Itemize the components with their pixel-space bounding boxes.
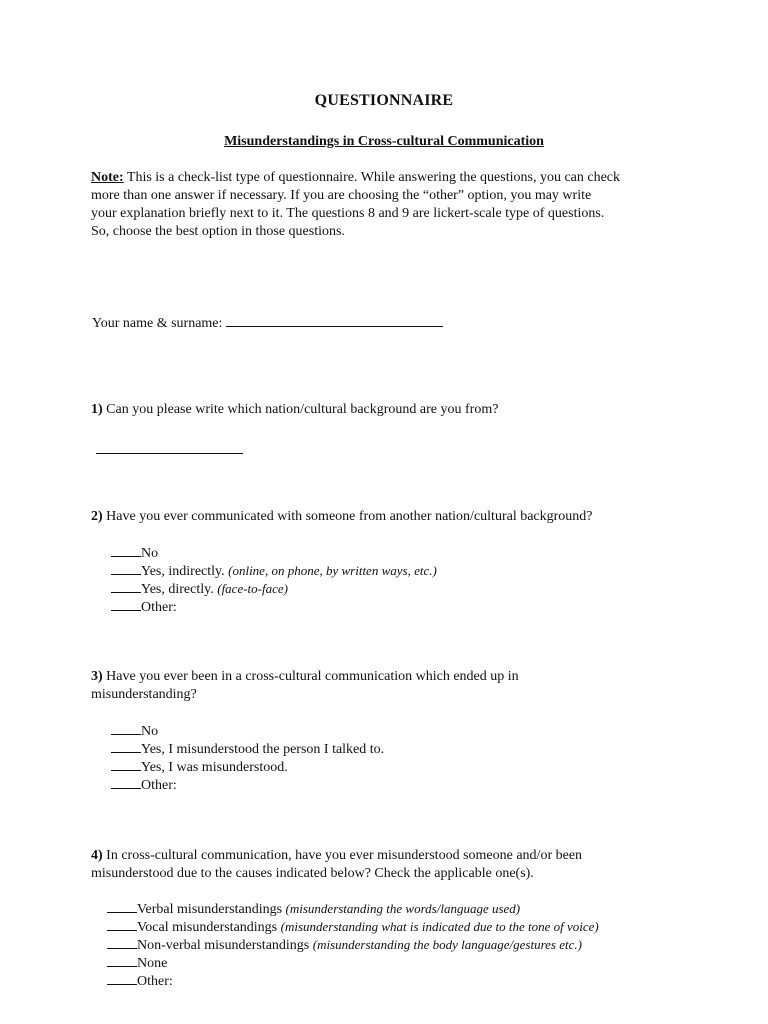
option-item[interactable]: None bbox=[107, 953, 599, 971]
question-3-options bbox=[111, 721, 384, 793]
note-line: your explanation briefly next to it. The questions 8 and 9 are lickert-scale type of questions. bbox=[91, 206, 605, 221]
question-text: misunderstanding? bbox=[91, 687, 197, 702]
checkbox-blank[interactable] bbox=[111, 579, 141, 593]
checkbox-blank[interactable] bbox=[111, 597, 141, 611]
name-field-row bbox=[92, 312, 443, 333]
question-number: 2) bbox=[91, 509, 103, 524]
option-item[interactable]: Other: bbox=[107, 971, 599, 989]
name-field-label: Your name & surname: bbox=[92, 316, 226, 331]
question-text: In cross-cultural communication, have you ever misunderstood someone and/or been bbox=[102, 848, 583, 863]
checkbox-blank[interactable] bbox=[111, 561, 141, 575]
instructions-note bbox=[91, 169, 691, 241]
note-label: Note: bbox=[91, 170, 124, 185]
checkbox-blank[interactable] bbox=[111, 721, 141, 735]
question-text: misunderstood due to the causes indicated below? Check the applicable one(s). bbox=[91, 866, 534, 881]
note-line: So, choose the best option in those questions. bbox=[91, 224, 345, 239]
question-text: Have you ever been in a cross-cultural communication which ended up in bbox=[102, 669, 519, 684]
question-2-options bbox=[111, 543, 437, 615]
question-2 bbox=[91, 508, 691, 526]
option-item[interactable]: Non-verbal misunderstandings (misunderstanding the body language/gestures etc.) bbox=[107, 935, 599, 953]
option-item[interactable]: Yes, indirectly. (online, on phone, by written ways, etc.) bbox=[111, 561, 437, 579]
option-item[interactable]: Other: bbox=[111, 775, 384, 793]
question-4-options bbox=[107, 899, 599, 989]
checkbox-blank[interactable] bbox=[111, 739, 141, 753]
option-item[interactable]: No bbox=[111, 721, 384, 739]
checkbox-blank[interactable] bbox=[107, 917, 137, 931]
question-1 bbox=[91, 401, 691, 419]
checkbox-blank[interactable] bbox=[107, 971, 137, 985]
option-item[interactable]: Other: bbox=[111, 597, 437, 615]
question-number: 3) bbox=[91, 669, 103, 684]
option-item[interactable]: Yes, I was misunderstood. bbox=[111, 757, 384, 775]
checkbox-blank[interactable] bbox=[111, 775, 141, 789]
question-number: 4) bbox=[91, 848, 103, 863]
document-subtitle: Misunderstandings in Cross-cultural Communication bbox=[224, 134, 544, 149]
question-4 bbox=[91, 847, 691, 883]
note-line: more than one answer if necessary. If you are choosing the “other” option, you may write bbox=[91, 188, 592, 203]
option-item[interactable]: Vocal misunderstandings (misunderstanding what is indicated due to the tone of voice) bbox=[107, 917, 599, 935]
checkbox-blank[interactable] bbox=[107, 899, 137, 913]
question-1-answer-blank[interactable] bbox=[96, 452, 243, 454]
question-text: Can you please write which nation/cultural background are you from? bbox=[102, 402, 499, 417]
document-title: QUESTIONNAIRE bbox=[314, 92, 454, 109]
checkbox-blank[interactable] bbox=[111, 543, 141, 557]
option-item[interactable]: Verbal misunderstandings (misunderstanding the words/language used) bbox=[107, 899, 599, 917]
question-text: Have you ever communicated with someone from another nation/cultural background? bbox=[102, 509, 593, 524]
name-field-blank[interactable] bbox=[226, 312, 443, 327]
option-item[interactable]: Yes, I misunderstood the person I talked to. bbox=[111, 739, 384, 757]
checkbox-blank[interactable] bbox=[107, 935, 137, 949]
option-item[interactable]: Yes, directly. (face-to-face) bbox=[111, 579, 437, 597]
question-3 bbox=[91, 668, 691, 704]
note-line: Note: This is a check-list type of questionnaire. While answering the questions, you can check bbox=[91, 170, 621, 185]
checkbox-blank[interactable] bbox=[107, 953, 137, 967]
option-item[interactable]: No bbox=[111, 543, 437, 561]
question-number: 1) bbox=[91, 402, 103, 417]
checkbox-blank[interactable] bbox=[111, 757, 141, 771]
